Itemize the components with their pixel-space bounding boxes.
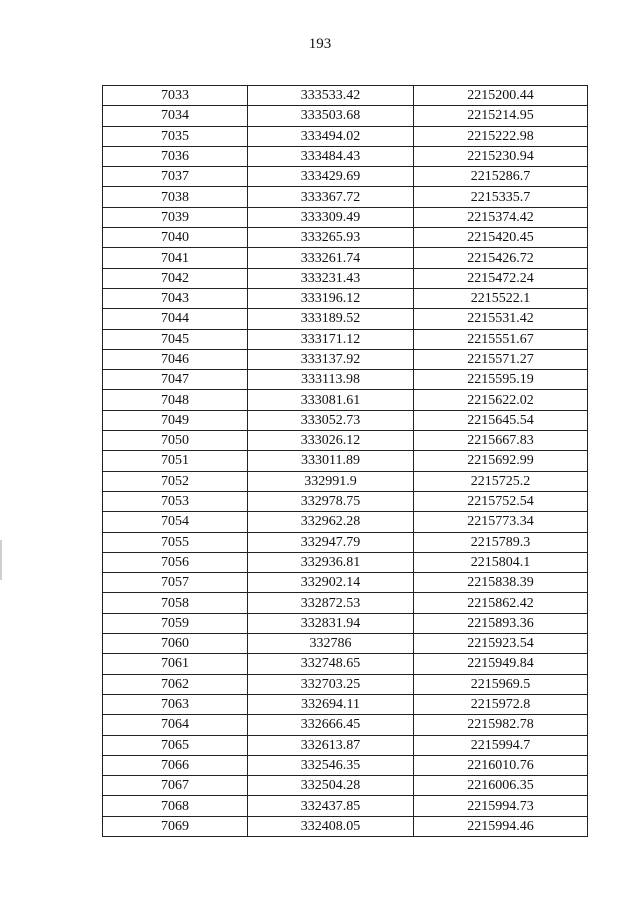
point-number-cell: 7067 — [103, 776, 248, 796]
table-row — [103, 126, 588, 146]
x-coordinate-cell: 333137.92 — [248, 349, 414, 369]
y-coordinate-cell: 2215692.99 — [414, 451, 588, 471]
x-coordinate-cell: 332546.35 — [248, 755, 414, 775]
x-coordinate-cell: 332748.65 — [248, 654, 414, 674]
table-row — [103, 207, 588, 227]
y-coordinate-cell: 2215838.39 — [414, 573, 588, 593]
x-coordinate-cell: 332694.11 — [248, 694, 414, 714]
point-number-cell: 7058 — [103, 593, 248, 613]
table-row — [103, 776, 588, 796]
x-coordinate-cell: 333171.12 — [248, 329, 414, 349]
y-coordinate-cell: 2215994.46 — [414, 816, 588, 836]
point-number-cell: 7044 — [103, 309, 248, 329]
point-number-cell: 7042 — [103, 268, 248, 288]
x-coordinate-cell: 333113.98 — [248, 370, 414, 390]
y-coordinate-cell: 2215426.72 — [414, 248, 588, 268]
table-row — [103, 288, 588, 308]
point-number-cell: 7059 — [103, 613, 248, 633]
x-coordinate-cell: 333533.42 — [248, 86, 414, 106]
table-row — [103, 816, 588, 836]
point-number-cell: 7053 — [103, 491, 248, 511]
x-coordinate-cell: 332872.53 — [248, 593, 414, 613]
table-row — [103, 187, 588, 207]
y-coordinate-cell: 2215972.8 — [414, 694, 588, 714]
coordinates-table — [102, 85, 588, 837]
x-coordinate-cell: 332786 — [248, 634, 414, 654]
y-coordinate-cell: 2215335.7 — [414, 187, 588, 207]
y-coordinate-cell: 2215645.54 — [414, 410, 588, 430]
x-coordinate-cell: 332962.28 — [248, 512, 414, 532]
table-row — [103, 654, 588, 674]
point-number-cell: 7055 — [103, 532, 248, 552]
table-row — [103, 593, 588, 613]
x-coordinate-cell: 333503.68 — [248, 106, 414, 126]
y-coordinate-cell: 2215214.95 — [414, 106, 588, 126]
x-coordinate-cell: 333081.61 — [248, 390, 414, 410]
point-number-cell: 7065 — [103, 735, 248, 755]
table-row — [103, 755, 588, 775]
x-coordinate-cell: 332991.9 — [248, 471, 414, 491]
x-coordinate-cell: 333367.72 — [248, 187, 414, 207]
y-coordinate-cell: 2215982.78 — [414, 715, 588, 735]
point-number-cell: 7047 — [103, 370, 248, 390]
x-coordinate-cell: 333261.74 — [248, 248, 414, 268]
y-coordinate-cell: 2215595.19 — [414, 370, 588, 390]
table-row — [103, 715, 588, 735]
y-coordinate-cell: 2215725.2 — [414, 471, 588, 491]
point-number-cell: 7063 — [103, 694, 248, 714]
x-coordinate-cell: 332978.75 — [248, 491, 414, 511]
table-row — [103, 613, 588, 633]
point-number-cell: 7046 — [103, 349, 248, 369]
point-number-cell: 7039 — [103, 207, 248, 227]
x-coordinate-cell: 332437.85 — [248, 796, 414, 816]
y-coordinate-cell: 2215949.84 — [414, 654, 588, 674]
y-coordinate-cell: 2216010.76 — [414, 755, 588, 775]
point-number-cell: 7036 — [103, 146, 248, 166]
point-number-cell: 7056 — [103, 552, 248, 572]
table-row — [103, 735, 588, 755]
x-coordinate-cell: 333231.43 — [248, 268, 414, 288]
x-coordinate-cell: 333494.02 — [248, 126, 414, 146]
table-row — [103, 471, 588, 491]
point-number-cell: 7054 — [103, 512, 248, 532]
table-row — [103, 410, 588, 430]
y-coordinate-cell: 2215862.42 — [414, 593, 588, 613]
x-coordinate-cell: 332504.28 — [248, 776, 414, 796]
point-number-cell: 7061 — [103, 654, 248, 674]
x-coordinate-cell: 332831.94 — [248, 613, 414, 633]
y-coordinate-cell: 2215773.34 — [414, 512, 588, 532]
x-coordinate-cell: 333011.89 — [248, 451, 414, 471]
table-row — [103, 634, 588, 654]
y-coordinate-cell: 2216006.35 — [414, 776, 588, 796]
page-number: 193 — [308, 36, 332, 52]
point-number-cell: 7045 — [103, 329, 248, 349]
y-coordinate-cell: 2215969.5 — [414, 674, 588, 694]
table-row — [103, 674, 588, 694]
y-coordinate-cell: 2215420.45 — [414, 228, 588, 248]
y-coordinate-cell: 2215230.94 — [414, 146, 588, 166]
y-coordinate-cell: 2215286.7 — [414, 167, 588, 187]
x-coordinate-cell: 333429.69 — [248, 167, 414, 187]
table-row — [103, 390, 588, 410]
point-number-cell: 7069 — [103, 816, 248, 836]
table-row — [103, 694, 588, 714]
table-row — [103, 512, 588, 532]
point-number-cell: 7064 — [103, 715, 248, 735]
point-number-cell: 7050 — [103, 431, 248, 451]
y-coordinate-cell: 2215374.42 — [414, 207, 588, 227]
point-number-cell: 7034 — [103, 106, 248, 126]
y-coordinate-cell: 2215622.02 — [414, 390, 588, 410]
point-number-cell: 7041 — [103, 248, 248, 268]
table-row — [103, 329, 588, 349]
y-coordinate-cell: 2215923.54 — [414, 634, 588, 654]
table-row — [103, 349, 588, 369]
point-number-cell: 7038 — [103, 187, 248, 207]
scan-edge-mark — [0, 540, 2, 580]
point-number-cell: 7051 — [103, 451, 248, 471]
y-coordinate-cell: 2215994.73 — [414, 796, 588, 816]
x-coordinate-cell: 333265.93 — [248, 228, 414, 248]
table-row — [103, 146, 588, 166]
table-row — [103, 248, 588, 268]
y-coordinate-cell: 2215551.67 — [414, 329, 588, 349]
point-number-cell: 7043 — [103, 288, 248, 308]
y-coordinate-cell: 2215522.1 — [414, 288, 588, 308]
x-coordinate-cell: 332408.05 — [248, 816, 414, 836]
point-number-cell: 7048 — [103, 390, 248, 410]
y-coordinate-cell: 2215667.83 — [414, 431, 588, 451]
x-coordinate-cell: 333309.49 — [248, 207, 414, 227]
x-coordinate-cell: 333052.73 — [248, 410, 414, 430]
point-number-cell: 7052 — [103, 471, 248, 491]
x-coordinate-cell: 332947.79 — [248, 532, 414, 552]
y-coordinate-cell: 2215789.3 — [414, 532, 588, 552]
x-coordinate-cell: 332902.14 — [248, 573, 414, 593]
point-number-cell: 7057 — [103, 573, 248, 593]
table-row — [103, 491, 588, 511]
x-coordinate-cell: 333189.52 — [248, 309, 414, 329]
coordinates-table-body — [103, 86, 588, 837]
y-coordinate-cell: 2215222.98 — [414, 126, 588, 146]
table-row — [103, 552, 588, 572]
table-row — [103, 167, 588, 187]
point-number-cell: 7049 — [103, 410, 248, 430]
table-row — [103, 796, 588, 816]
point-number-cell: 7066 — [103, 755, 248, 775]
table-row — [103, 370, 588, 390]
point-number-cell: 7035 — [103, 126, 248, 146]
table-row — [103, 106, 588, 126]
table-row — [103, 532, 588, 552]
table-row — [103, 309, 588, 329]
x-coordinate-cell: 332666.45 — [248, 715, 414, 735]
table-row — [103, 431, 588, 451]
x-coordinate-cell: 333484.43 — [248, 146, 414, 166]
y-coordinate-cell: 2215571.27 — [414, 349, 588, 369]
x-coordinate-cell: 332936.81 — [248, 552, 414, 572]
x-coordinate-cell: 332613.87 — [248, 735, 414, 755]
x-coordinate-cell: 333026.12 — [248, 431, 414, 451]
x-coordinate-cell: 332703.25 — [248, 674, 414, 694]
table-row — [103, 268, 588, 288]
table-row — [103, 228, 588, 248]
y-coordinate-cell: 2215752.54 — [414, 491, 588, 511]
y-coordinate-cell: 2215804.1 — [414, 552, 588, 572]
x-coordinate-cell: 333196.12 — [248, 288, 414, 308]
point-number-cell: 7068 — [103, 796, 248, 816]
table-row — [103, 573, 588, 593]
point-number-cell: 7033 — [103, 86, 248, 106]
table-row — [103, 86, 588, 106]
point-number-cell: 7062 — [103, 674, 248, 694]
point-number-cell: 7060 — [103, 634, 248, 654]
point-number-cell: 7040 — [103, 228, 248, 248]
y-coordinate-cell: 2215994.7 — [414, 735, 588, 755]
y-coordinate-cell: 2215200.44 — [414, 86, 588, 106]
point-number-cell: 7037 — [103, 167, 248, 187]
y-coordinate-cell: 2215893.36 — [414, 613, 588, 633]
table-row — [103, 451, 588, 471]
y-coordinate-cell: 2215531.42 — [414, 309, 588, 329]
y-coordinate-cell: 2215472.24 — [414, 268, 588, 288]
